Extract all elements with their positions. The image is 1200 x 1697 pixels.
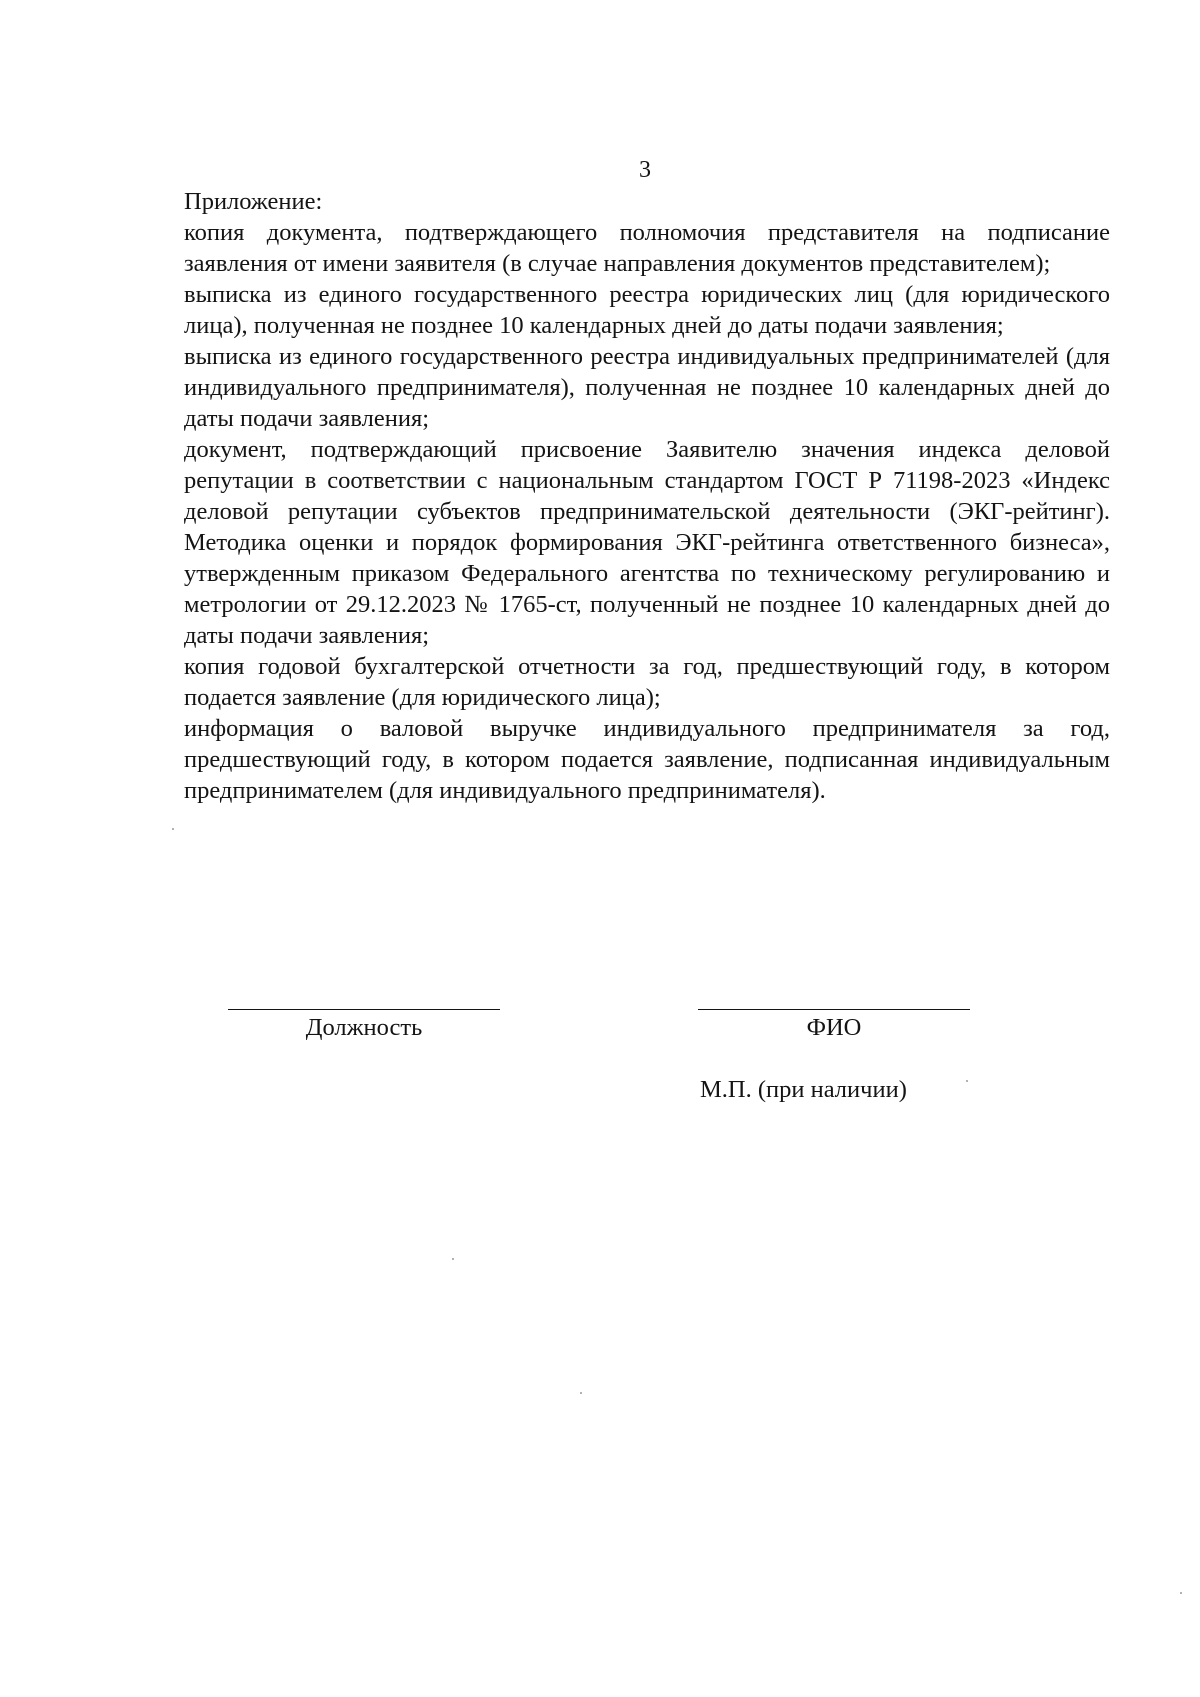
attachment-item-3: выписка из единого государственного реестра индивидуальных предпринимателей (для индивидуального предпринимателя), полученная не позднее 10 календарных дней до даты подачи заявления; bbox=[184, 343, 1110, 432]
attachment-heading: Приложение: bbox=[184, 188, 323, 215]
attachment-item-5: копия годовой бухгалтерской отчетности за год, предшествующий году, в котором подается заявление (для юридического лица); bbox=[184, 653, 1110, 711]
scan-speck bbox=[172, 828, 174, 830]
attachment-item-2: выписка из единого государственного реестра юридических лиц (для юридического лица), полученная не позднее 10 календарных дней до даты подачи заявления; bbox=[184, 281, 1110, 339]
position-signature-line bbox=[228, 1009, 500, 1010]
scan-speck bbox=[580, 1392, 582, 1394]
attachment-item-6: информация о валовой выручке индивидуального предпринимателя за год, предшествующий году, в котором подается заявление, подписанная индивидуальным предпринимателем (для индивидуального предпринимателя). bbox=[184, 715, 1110, 804]
scan-speck bbox=[1180, 1592, 1182, 1594]
scan-speck bbox=[452, 1258, 454, 1260]
attachment-item-1: копия документа, подтверждающего полномочия представителя на подписание заявления от имени заявителя (в случае направления документов представителем); bbox=[184, 219, 1110, 277]
scan-speck bbox=[966, 1080, 968, 1082]
name-label: ФИО bbox=[806, 1014, 862, 1041]
stamp-place-label: М.П. (при наличии) bbox=[700, 1076, 907, 1103]
name-signature-line bbox=[698, 1009, 970, 1010]
attachment-item-4: документ, подтверждающий присвоение Заявителю значения индекса деловой репутации в соответствии с национальным стандартом ГОСТ Р 71198-2023 «Индекс деловой репутации субъектов предпринимательской деятельности (ЭКГ-рейтинг). Методика оценки и порядок формирования ЭКГ-рейтинга ответственного бизнеса», утвержденным приказом Федерального агентства по техническому регулированию и метрологии от 29.12.2023 № 1765-ст, полученный не позднее 10 календарных дней до даты подачи заявления; bbox=[184, 436, 1110, 649]
attachments-block bbox=[184, 186, 1110, 806]
position-label: Должность bbox=[305, 1014, 423, 1041]
page-number: 3 bbox=[639, 157, 651, 183]
